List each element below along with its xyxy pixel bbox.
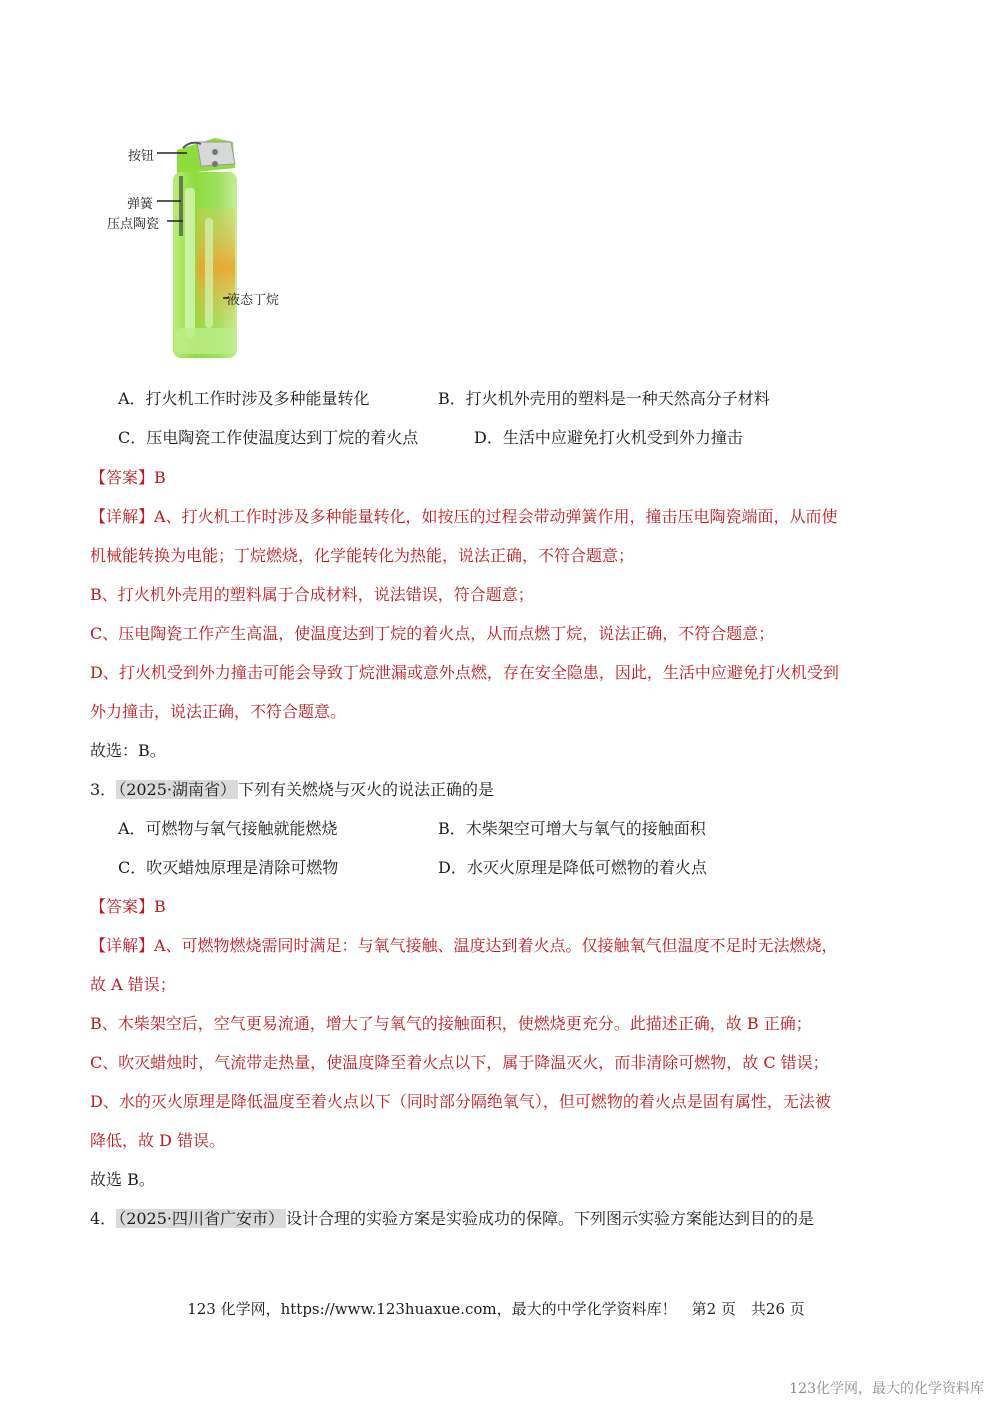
q3-detail-line: 【详解】A、可燃物燃烧需同时满足：与氧气接触、温度达到着火点。仅接触氧气但温度不足时无法燃烧， [90,936,838,955]
page-footer: 123 化学网，https://www.123huaxue.com，最大的中学化学资料库！ 第2 页 共26 页 [187,1300,805,1318]
q2-detail-line: 【详解】A、打火机工作时涉及多种能量转化，如按压的过程会带动弹簧作用，撞击压电陶瓷端面，从而使 [90,507,838,526]
q3-number: 3． [90,780,117,799]
q3-detail-line: 降低，故 D 错误。 [90,1131,226,1150]
q3-option-a: A．可燃物与氧气接触就能燃烧 [118,819,338,838]
q2-detail-line: C、压电陶瓷工作产生高温，使温度达到丁烷的着火点，从而点燃丁烷，说法正确，不符合题意； [90,624,775,643]
lighter-figure [105,128,320,378]
q3-source-tag: （2025·湖南省） [118,780,236,799]
watermark: 123化学网，最大的化学资料库 [789,1381,984,1397]
q3-conclusion: 故选 B。 [90,1170,155,1189]
q2-conclusion: 故选：B。 [90,741,166,760]
q2-option-b: B．打火机外壳用的塑料是一种天然高分子材料 [438,389,770,408]
q2-option-d: D．生活中应避免打火机受到外力撞击 [474,428,743,447]
lighter-diagram [105,128,320,378]
q3-detail-line: B、木柴架空后，空气更易流通，增大了与氧气的接触面积，使燃烧更充分。此描述正确，故 B 正确； [90,1014,812,1033]
q2-detail-line: 外力撞击，说法正确，不符合题意。 [90,702,347,721]
q3-stem-line [90,780,494,800]
q3-option-b: B．木柴架空可增大与氧气的接触面积 [438,819,706,838]
label-piezo: 压点陶瓷 [107,217,160,232]
q3-stem: 下列有关燃烧与灭火的说法正确的是 [238,780,495,799]
label-butane: 液态丁烷 [227,293,280,308]
q3-option-c: C．吹灭蜡烛原理是清除可燃物 [118,858,339,877]
q2-option-a: A．打火机工作时涉及多种能量转化 [118,389,370,408]
q2-detail-line: 机械能转换为电能；丁烷燃烧，化学能转化为热能，说法正确，不符合题意； [90,546,635,565]
q2-answer: 【答案】B [90,468,166,487]
q2-detail-line: B、打火机外壳用的塑料属于合成材料，说法错误，符合题意； [90,585,534,604]
q4-stem: 设计合理的实验方案是实验成功的保障。下列图示实验方案能达到目的的是 [286,1209,815,1228]
q3-detail-line: C、吹灭蜡烛时，气流带走热量，使温度降至着火点以下，属于降温灭火，而非清除可燃物，故 C 错误； [90,1053,829,1072]
q3-option-d: D．水灭火原理是降低可燃物的着火点 [438,858,707,877]
q3-answer: 【答案】B [90,897,166,916]
label-button: 按钮 [128,149,155,164]
q4-source-tag: （2025·四川省广安市） [118,1209,284,1228]
q3-detail-line: 故 A 错误； [90,975,176,994]
label-spring: 弹簧 [127,197,154,212]
q4-number: 4． [90,1209,117,1228]
q4-stem-line [90,1209,814,1229]
q2-option-c: C．压电陶瓷工作使温度达到丁烷的着火点 [118,428,419,447]
q2-detail-line: D、打火机受到外力撞击可能会导致丁烷泄漏或意外点燃，存在安全隐患，因此，生活中应避免打火机受到 [90,663,839,682]
q3-detail-line: D、水的灭火原理是降低温度至着火点以下（同时部分隔绝氧气），但可燃物的着火点是固有属性，无法被 [90,1092,831,1111]
